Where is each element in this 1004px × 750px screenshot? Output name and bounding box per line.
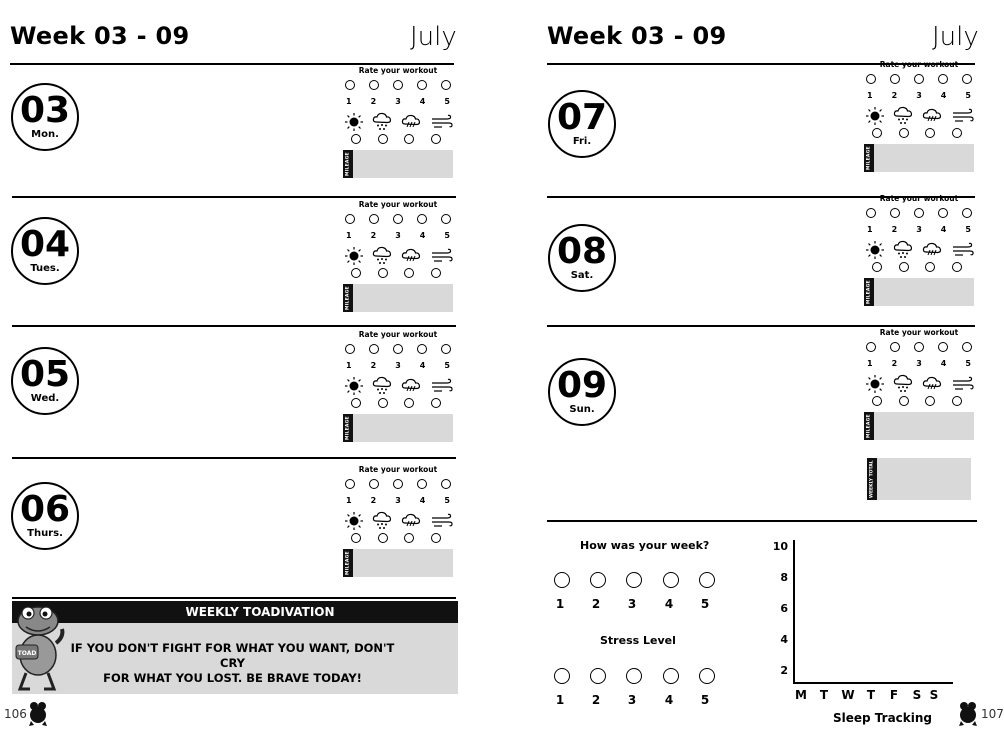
week-title: Week 03 - 09 <box>10 22 190 50</box>
scale-option[interactable] <box>626 668 642 684</box>
page-number: 106 <box>4 707 27 721</box>
weather-icons <box>343 377 453 395</box>
rating-number: 5 <box>444 361 450 370</box>
rating-option[interactable] <box>345 479 355 489</box>
rating-option[interactable] <box>393 344 403 354</box>
toadivation-quote <box>67 641 398 686</box>
sleep-chart-y-axis <box>793 540 795 684</box>
scale-number: 1 <box>555 693 565 707</box>
weekly-total-field[interactable] <box>867 458 971 500</box>
page-number: 107 <box>981 707 1004 721</box>
mileage-field[interactable] <box>343 150 453 178</box>
scale-option[interactable] <box>590 668 606 684</box>
day-divider <box>12 325 456 327</box>
weather-option[interactable] <box>899 128 909 138</box>
rating-number: 1 <box>867 225 873 234</box>
day-divider <box>12 196 456 198</box>
scale-option[interactable] <box>590 572 606 588</box>
weather-option[interactable] <box>351 134 361 144</box>
mileage-input[interactable] <box>874 412 974 440</box>
rating-options <box>343 80 453 90</box>
rating-number: 4 <box>419 496 426 505</box>
snow-cloud-icon <box>893 374 915 394</box>
toadivation-header: WEEKLY TOADIVATION <box>12 601 458 623</box>
rating-number: 3 <box>916 91 922 100</box>
rating-options <box>343 344 453 354</box>
rating-options <box>343 214 453 224</box>
rating-number: 4 <box>419 97 426 106</box>
rain-cloud-icon <box>401 512 423 530</box>
rating-number: 3 <box>916 225 922 234</box>
weather-options <box>343 398 453 408</box>
weather-option[interactable] <box>404 398 414 408</box>
rating-option[interactable] <box>914 208 924 218</box>
rating-option[interactable] <box>890 342 900 352</box>
rating-options <box>864 342 974 352</box>
scale-number: 5 <box>700 693 710 707</box>
rating-option[interactable] <box>345 80 355 90</box>
month-label: July <box>410 22 457 52</box>
mileage-input[interactable] <box>353 150 453 178</box>
weather-options <box>864 128 974 138</box>
toad-mascot-icon <box>12 603 68 695</box>
rating-number: 2 <box>891 91 898 100</box>
weather-options <box>864 262 974 272</box>
weather-option[interactable] <box>431 134 441 144</box>
mileage-label: MILEAGE <box>343 549 353 577</box>
rating-number: 3 <box>395 97 401 106</box>
mileage-input[interactable] <box>353 414 453 442</box>
day-divider <box>12 597 456 599</box>
rating-number: 4 <box>940 91 947 100</box>
scale-number: 2 <box>591 693 601 707</box>
rating-option[interactable] <box>441 214 451 224</box>
weather-option[interactable] <box>431 398 441 408</box>
day-divider <box>547 325 975 327</box>
day-badge <box>11 347 79 415</box>
day-name: Wed. <box>30 393 60 404</box>
workout-panel <box>343 200 453 312</box>
wind-icon <box>431 513 453 529</box>
scale-number: 3 <box>627 597 637 611</box>
sleep-day-tick: M <box>795 688 807 702</box>
rating-option[interactable] <box>417 214 427 224</box>
workout-panel <box>343 330 453 442</box>
rate-workout-label: Rate your workout <box>879 328 959 337</box>
day-number: 05 <box>19 354 71 395</box>
day-badge <box>11 217 79 285</box>
sleep-y-tick: 4 <box>780 633 788 646</box>
rating-option[interactable] <box>417 479 427 489</box>
rating-number: 5 <box>965 359 971 368</box>
rating-options <box>864 208 974 218</box>
sun-icon <box>344 512 364 530</box>
mileage-label: MILEAGE <box>864 412 874 440</box>
weather-option[interactable] <box>351 398 361 408</box>
weather-option[interactable] <box>872 262 882 272</box>
rating-number: 4 <box>419 231 426 240</box>
wind-icon <box>952 376 974 392</box>
rating-option[interactable] <box>417 344 427 354</box>
rating-number: 4 <box>940 225 947 234</box>
weather-options <box>343 533 453 543</box>
rating-option[interactable] <box>962 342 972 352</box>
rating-number: 3 <box>395 361 401 370</box>
rating-option[interactable] <box>441 80 451 90</box>
mileage-field[interactable] <box>864 278 974 306</box>
sleep-y-tick: 6 <box>780 602 788 615</box>
rating-option[interactable] <box>393 214 403 224</box>
rating-option[interactable] <box>393 80 403 90</box>
snow-cloud-icon <box>372 246 394 266</box>
rating-option[interactable] <box>369 344 379 354</box>
rain-cloud-icon <box>922 375 944 393</box>
rating-number: 1 <box>867 91 873 100</box>
weather-option[interactable] <box>431 268 441 278</box>
day-name: Thurs. <box>27 528 63 539</box>
rain-cloud-icon <box>922 241 944 259</box>
sleep-y-tick: 2 <box>780 664 788 677</box>
scale-number: 4 <box>664 693 674 707</box>
sun-icon <box>344 113 364 131</box>
day-number: 04 <box>19 224 71 265</box>
weather-option[interactable] <box>899 262 909 272</box>
rating-option[interactable] <box>938 208 948 218</box>
day-badge <box>548 90 616 158</box>
wind-icon <box>431 378 453 394</box>
day-name: Fri. <box>572 136 592 147</box>
stress-level-label: Stress Level <box>600 634 676 647</box>
toad-badge-text: TOAD <box>17 650 37 657</box>
rate-workout-label: Rate your workout <box>358 330 438 339</box>
rating-option[interactable] <box>914 74 924 84</box>
rating-option[interactable] <box>369 214 379 224</box>
rating-number: 2 <box>370 231 377 240</box>
day-name: Sun. <box>569 404 595 415</box>
weekly-total-label: WEEKLY TOTAL <box>867 458 877 500</box>
scale-option[interactable] <box>699 572 715 588</box>
week-question: How was your week? <box>580 539 710 552</box>
mileage-input[interactable] <box>874 278 974 306</box>
section-divider <box>547 520 977 522</box>
weather-icons <box>343 113 453 131</box>
rating-number: 3 <box>395 496 401 505</box>
day-number: 03 <box>19 90 71 131</box>
scale-option[interactable] <box>554 572 570 588</box>
mileage-field[interactable] <box>343 414 453 442</box>
snow-cloud-icon <box>372 112 394 132</box>
day-divider <box>12 457 456 459</box>
rating-number: 1 <box>346 97 352 106</box>
wind-icon <box>952 242 974 258</box>
rating-number: 5 <box>444 496 450 505</box>
week-title: Week 03 - 09 <box>547 22 727 50</box>
scale-option[interactable] <box>663 668 679 684</box>
day-number: 09 <box>556 365 608 406</box>
rate-workout-label: Rate your workout <box>879 60 959 69</box>
rating-options <box>864 74 974 84</box>
day-badge <box>11 83 79 151</box>
sleep-tracking-label: Sleep Tracking <box>833 711 933 725</box>
rating-option[interactable] <box>938 74 948 84</box>
rating-option[interactable] <box>866 208 876 218</box>
rating-option[interactable] <box>866 342 876 352</box>
mileage-input[interactable] <box>353 549 453 577</box>
rating-number: 1 <box>346 496 352 505</box>
weather-options <box>343 134 453 144</box>
rating-option[interactable] <box>890 74 900 84</box>
rating-numbers <box>864 359 974 369</box>
day-number: 07 <box>556 97 608 138</box>
header-divider <box>10 63 454 65</box>
rating-option[interactable] <box>962 74 972 84</box>
weather-options <box>343 268 453 278</box>
rate-workout-label: Rate your workout <box>358 465 438 474</box>
sleep-day-tick: S <box>929 688 939 702</box>
rating-number: 3 <box>916 359 922 368</box>
day-name: Sat. <box>570 270 594 281</box>
weather-option[interactable] <box>404 268 414 278</box>
scale-option[interactable] <box>554 668 570 684</box>
weather-option[interactable] <box>378 268 388 278</box>
quote-line: IF YOU DON'T FIGHT FOR WHAT YOU WANT, DON'T CRY <box>70 641 395 670</box>
scale-number: 3 <box>627 693 637 707</box>
rating-number: 1 <box>346 231 352 240</box>
rating-option[interactable] <box>369 479 379 489</box>
rating-option[interactable] <box>393 479 403 489</box>
rating-numbers <box>864 225 974 235</box>
weather-option[interactable] <box>378 134 388 144</box>
rating-number: 5 <box>444 97 450 106</box>
rating-numbers <box>343 97 453 107</box>
weather-icons <box>864 375 974 393</box>
snow-cloud-icon <box>893 106 915 126</box>
scale-number: 1 <box>555 597 565 611</box>
mileage-field[interactable] <box>343 284 453 312</box>
mileage-label: MILEAGE <box>864 278 874 306</box>
workout-panel <box>343 465 453 577</box>
weather-option[interactable] <box>431 533 441 543</box>
sleep-day-tick: S <box>912 688 922 702</box>
mileage-field[interactable] <box>864 412 974 440</box>
rating-number: 1 <box>867 359 873 368</box>
mileage-label: MILEAGE <box>343 284 353 312</box>
rating-number: 2 <box>370 361 377 370</box>
weather-option[interactable] <box>404 533 414 543</box>
sleep-day-tick: W <box>841 688 855 702</box>
sun-icon <box>344 247 364 265</box>
rating-numbers <box>343 361 453 371</box>
weather-option[interactable] <box>952 396 962 406</box>
workout-panel <box>864 328 974 440</box>
rain-cloud-icon <box>922 107 944 125</box>
day-badge <box>11 482 79 550</box>
weather-options <box>864 396 974 406</box>
scale-number: 4 <box>664 597 674 611</box>
rating-option[interactable] <box>866 74 876 84</box>
rating-number: 5 <box>965 225 971 234</box>
scale-number: 2 <box>591 597 601 611</box>
sleep-chart-x-axis <box>793 682 953 684</box>
snow-cloud-icon <box>372 511 394 531</box>
rate-workout-label: Rate your workout <box>358 200 438 209</box>
mileage-label: MILEAGE <box>343 150 353 178</box>
rating-number: 2 <box>891 359 898 368</box>
sun-icon <box>865 107 885 125</box>
day-name: Tues. <box>30 263 60 274</box>
rating-option[interactable] <box>890 208 900 218</box>
rating-option[interactable] <box>914 342 924 352</box>
sleep-y-tick: 8 <box>780 571 788 584</box>
rain-cloud-icon <box>401 113 423 131</box>
weather-option[interactable] <box>872 128 882 138</box>
scale-option[interactable] <box>663 572 679 588</box>
weather-option[interactable] <box>925 396 935 406</box>
rating-number: 5 <box>444 231 450 240</box>
day-number: 08 <box>556 231 608 272</box>
rating-numbers <box>343 231 453 241</box>
rating-options <box>343 479 453 489</box>
weather-option[interactable] <box>378 533 388 543</box>
mileage-label: MILEAGE <box>864 144 874 172</box>
scale-option[interactable] <box>699 668 715 684</box>
day-name: Mon. <box>31 129 59 140</box>
sleep-day-tick: F <box>889 688 899 702</box>
sun-icon <box>865 241 885 259</box>
sleep-day-tick: T <box>819 688 829 702</box>
mileage-input[interactable] <box>353 284 453 312</box>
wind-icon <box>431 114 453 130</box>
day-number: 06 <box>19 489 71 530</box>
wind-icon <box>952 108 974 124</box>
wind-icon <box>431 248 453 264</box>
weather-option[interactable] <box>952 128 962 138</box>
rating-numbers <box>864 91 974 101</box>
rating-option[interactable] <box>417 80 427 90</box>
weather-option[interactable] <box>925 128 935 138</box>
rating-number: 5 <box>965 91 971 100</box>
snow-cloud-icon <box>893 240 915 260</box>
rating-option[interactable] <box>345 214 355 224</box>
rating-numbers <box>343 496 453 506</box>
weather-option[interactable] <box>899 396 909 406</box>
toad-logo-icon <box>28 701 48 727</box>
weather-icons <box>343 512 453 530</box>
rate-workout-label: Rate your workout <box>879 194 959 203</box>
toadivation-banner <box>12 601 458 694</box>
scale-option[interactable] <box>626 572 642 588</box>
weather-option[interactable] <box>351 533 361 543</box>
rating-number: 1 <box>346 361 352 370</box>
mileage-label: MILEAGE <box>343 414 353 442</box>
weather-option[interactable] <box>925 262 935 272</box>
weather-icons <box>864 241 974 259</box>
mileage-field[interactable] <box>343 549 453 577</box>
scale-number: 5 <box>700 597 710 611</box>
rating-number: 4 <box>419 361 426 370</box>
workout-panel <box>343 66 453 178</box>
sun-icon <box>865 375 885 393</box>
workout-panel <box>864 194 974 306</box>
sun-icon <box>344 377 364 395</box>
rate-workout-label: Rate your workout <box>358 66 438 75</box>
weather-option[interactable] <box>952 262 962 272</box>
sleep-day-tick: T <box>866 688 876 702</box>
toad-logo-icon <box>958 701 978 727</box>
sleep-y-tick: 10 <box>772 540 788 553</box>
rating-number: 2 <box>370 97 377 106</box>
weather-option[interactable] <box>872 396 882 406</box>
rain-cloud-icon <box>401 377 423 395</box>
day-badge <box>548 358 616 426</box>
rating-option[interactable] <box>369 80 379 90</box>
mileage-input[interactable] <box>874 144 974 172</box>
weather-icons <box>343 247 453 265</box>
rating-option[interactable] <box>441 344 451 354</box>
rain-cloud-icon <box>401 247 423 265</box>
weekly-total-input[interactable] <box>877 458 971 500</box>
rating-option[interactable] <box>345 344 355 354</box>
weather-option[interactable] <box>351 268 361 278</box>
rating-number: 2 <box>891 225 898 234</box>
mileage-field[interactable] <box>864 144 974 172</box>
rating-number: 3 <box>395 231 401 240</box>
day-badge <box>548 224 616 292</box>
workout-panel <box>864 60 974 172</box>
quote-line: FOR WHAT YOU LOST. BE BRAVE TODAY! <box>103 671 362 685</box>
weather-option[interactable] <box>404 134 414 144</box>
rating-option[interactable] <box>938 342 948 352</box>
rating-number: 4 <box>940 359 947 368</box>
rating-option[interactable] <box>441 479 451 489</box>
rating-option[interactable] <box>962 208 972 218</box>
rating-number: 2 <box>370 496 377 505</box>
month-label: July <box>932 22 979 52</box>
weather-option[interactable] <box>378 398 388 408</box>
snow-cloud-icon <box>372 376 394 396</box>
weather-icons <box>864 107 974 125</box>
